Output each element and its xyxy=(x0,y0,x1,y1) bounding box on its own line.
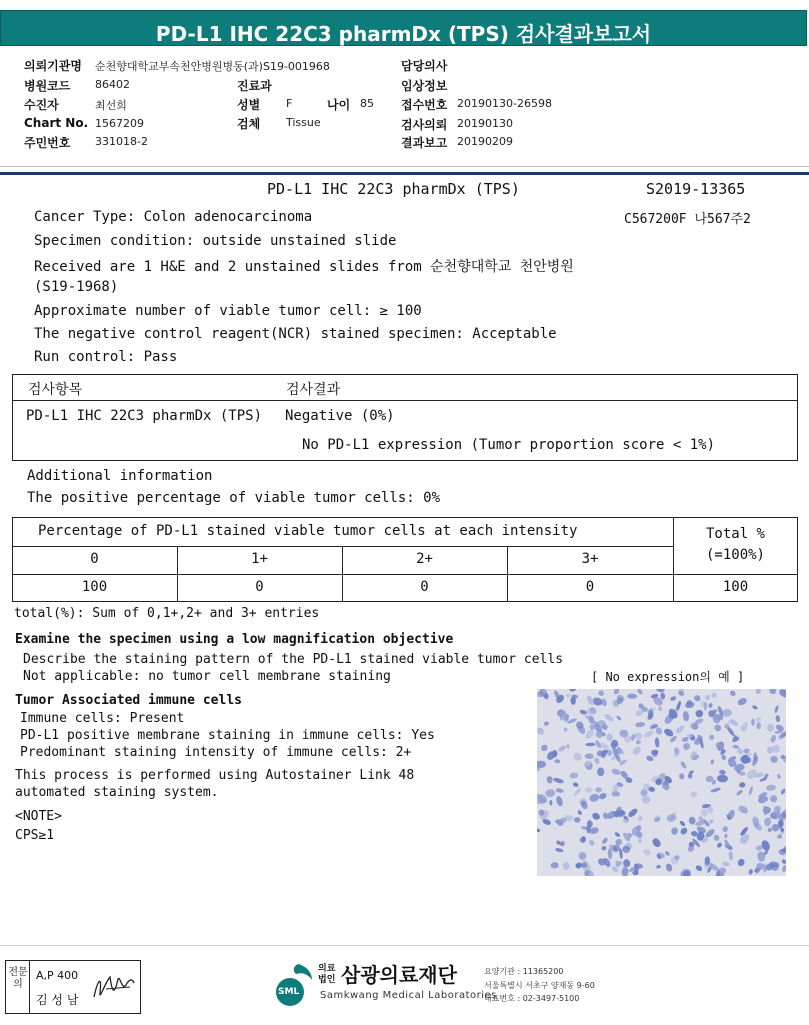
test-name-heading: PD-L1 IHC 22C3 pharmDx (TPS) xyxy=(267,180,520,198)
case-number: S2019-13365 xyxy=(646,180,746,198)
intensity-level-2: 2+ xyxy=(416,551,433,567)
intensity-value-2: 0 xyxy=(420,579,429,595)
intensity-value-3: 0 xyxy=(585,579,595,595)
received-slides: Received are 1 H&E and 2 unstained slides from 순천향대학교 천안병원 xyxy=(34,259,574,275)
request-value: 20190130 xyxy=(457,117,513,130)
intensity-value-1: 0 xyxy=(255,579,264,595)
result-value: Negative (0%) xyxy=(285,408,395,424)
result-table-divider xyxy=(12,400,798,401)
micrograph-image xyxy=(537,689,786,876)
signature-side-label xyxy=(6,961,30,1013)
micrograph-nucleus xyxy=(642,796,650,804)
age-label: 나이 xyxy=(327,98,351,112)
micrograph-nucleus xyxy=(751,719,755,726)
org-info-1: 요양기관 : 11365200 xyxy=(484,967,564,976)
intensity-value-0: 100 xyxy=(81,579,108,595)
process-line2: automated staining system. xyxy=(15,785,219,800)
sex-value: F xyxy=(286,97,293,110)
report-value: 20190209 xyxy=(457,135,513,148)
report-label: 결과보고 xyxy=(401,136,448,150)
hospital-code-value: 86402 xyxy=(95,78,130,91)
dept-label: 진료과 xyxy=(237,79,272,93)
intensity-level-3: 3+ xyxy=(581,551,599,567)
intensity-total-value: 100 xyxy=(722,579,749,595)
intensity-header: Percentage of PD-L1 stained viable tumor cells at each intensity xyxy=(38,523,578,539)
id-value: 331018-2 xyxy=(95,135,148,148)
cancer-type: Cancer Type: Colon adenocarcinoma xyxy=(34,209,313,225)
org-english-name: Samkwang Medical Laboratories xyxy=(320,990,497,1001)
result-detail: No PD-L1 expression (Tumor proportion score < 1%) xyxy=(302,437,716,453)
doctor-label: 담당의사 xyxy=(401,59,448,73)
institution-value: 순천향대학교부속천안병원병동(과)S19-001968 xyxy=(95,60,330,73)
signature-box xyxy=(5,960,141,1014)
chart-label: Chart No. xyxy=(24,116,89,130)
chart-value: 1567209 xyxy=(95,117,144,130)
sign-vertical-label: 전문의 xyxy=(8,967,28,990)
org-badge: SML xyxy=(278,987,300,997)
additional-positive: The positive percentage of viable tumor cells: 0% xyxy=(27,490,441,506)
immune-line3: Predominant staining intensity of immune cells: 2+ xyxy=(20,745,412,760)
header-rule xyxy=(0,172,809,175)
footer-divider xyxy=(0,945,809,946)
micrograph-svg xyxy=(537,689,786,876)
sex-label: 성별 xyxy=(237,98,261,112)
specimen-label: 검체 xyxy=(237,117,261,131)
micrograph-nucleus xyxy=(778,820,783,827)
examine-heading: Examine the specimen using a low magnification objective xyxy=(15,632,454,647)
intensity-level-1: 1+ xyxy=(251,551,268,567)
signature-scribble xyxy=(90,967,138,1007)
result-item: PD-L1 IHC 22C3 pharmDx (TPS) xyxy=(26,408,263,424)
image-caption: [ No expression의 예 ] xyxy=(591,670,745,684)
header-divider xyxy=(0,166,809,167)
result-col-result: 검사결과 xyxy=(286,382,341,398)
receipt-label: 접수번호 xyxy=(401,98,448,112)
specimen-value: Tissue xyxy=(286,116,321,129)
viable-tumor-count: Approximate number of viable tumor cell: ≥ 100 xyxy=(34,303,422,319)
total-header-line1: Total % xyxy=(705,526,765,542)
process-line1: This process is performed using Autostainer Link 48 xyxy=(15,768,415,783)
additional-heading: Additional information xyxy=(27,468,213,484)
org-logo xyxy=(268,962,318,1008)
examine-line1: Describe the staining pattern of the PD-L1 stained viable tumor cells xyxy=(23,652,564,667)
id-label: 주민번호 xyxy=(24,136,71,150)
receipt-value: 20190130-26598 xyxy=(457,97,552,110)
total-note: total(%): Sum of 0,1+,2+ and 3+ entries xyxy=(14,606,320,621)
immune-heading: Tumor Associated immune cells xyxy=(15,693,242,708)
org-name: 삼광의료재단 xyxy=(341,963,457,987)
patient-value: 최선희 xyxy=(95,99,127,112)
immune-line1: Immune cells: Present xyxy=(20,711,185,726)
specimen-condition: Specimen condition: outside unstained slide xyxy=(34,233,397,249)
total-header-line2: (=100%) xyxy=(705,547,765,563)
clinical-label: 임상정보 xyxy=(401,79,448,93)
report-title: PD-L1 IHC 22C3 pharmDx (TPS) 검사결과보고서 xyxy=(155,22,652,46)
test-code: C567200F 나567주2 xyxy=(624,212,751,227)
sign-name: 김 성 남 xyxy=(36,993,79,1007)
org-small-1: 의료 xyxy=(318,964,336,974)
org-info-2: 서울특별시 서초구 양재동 9-60 xyxy=(484,981,595,990)
intensity-row-line-2 xyxy=(12,574,798,575)
org-logo-icon xyxy=(268,962,318,1008)
received-slides-ref: (S19-1968) xyxy=(34,279,119,295)
request-label: 검사의뢰 xyxy=(401,118,448,132)
sign-code: A,P 400 xyxy=(36,969,79,982)
age-value: 85 xyxy=(360,97,374,110)
institution-label: 의뢰기관명 xyxy=(24,59,82,73)
hospital-code-label: 병원코드 xyxy=(24,79,71,93)
note-line1: CPS≥1 xyxy=(15,828,55,843)
result-col-item: 검사항목 xyxy=(28,382,83,398)
run-control: Run control: Pass xyxy=(34,349,178,365)
negative-control: The negative control reagent(NCR) stained specimen: Acceptable xyxy=(34,326,557,342)
patient-label: 수진자 xyxy=(24,98,59,112)
org-small-2: 법인 xyxy=(318,975,336,985)
org-info-3: 대표번호 : 02-3497-5100 xyxy=(484,994,580,1003)
examine-line2: Not applicable: no tumor cell membrane staining xyxy=(23,669,391,684)
note-heading: <NOTE> xyxy=(15,809,62,824)
report-title-bar xyxy=(0,10,807,46)
immune-line2: PD-L1 positive membrane staining in immune cells: Yes xyxy=(20,728,435,743)
intensity-level-0: 0 xyxy=(90,551,99,567)
